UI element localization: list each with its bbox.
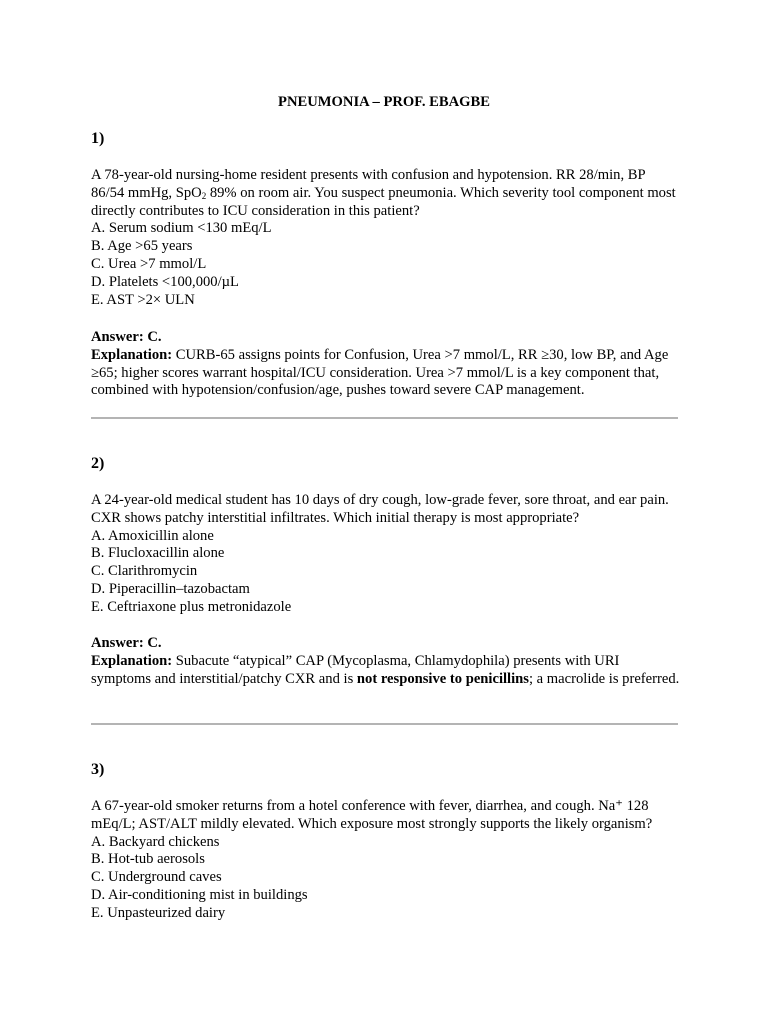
question-2-explanation-text-cont: ; a macrolide is preferred. [528,670,680,687]
question-1-number: 1) [91,130,105,147]
question-2-explanation [91,653,681,689]
question-2-answer-block [91,635,681,688]
question-1-explanation [91,347,681,400]
question-3-option-b: B. Hot-tub aerosols [91,851,205,868]
question-2-number: 2) [91,455,105,472]
question-1-option-d: D. Platelets <100,000/µL [91,273,239,290]
question-1-option-a: A. Serum sodium <130 mEq/L [91,220,272,237]
question-1-stem-text-cont: 89% on room air. You suspect pneumonia. Which severity tool component most directly contributes to ICU consideration in this patient? [91,184,676,219]
document-title: PNEUMONIA – PROF. EBAGBE [278,94,490,110]
question-1 [91,167,681,309]
question-2-explanation-label: Explanation: [91,652,173,669]
question-3-option-e: E. Unpasteurized dairy [91,904,226,921]
question-3 [91,798,681,923]
question-2-option-b: B. Flucloxacillin alone [91,545,225,562]
divider [91,723,678,725]
question-2-explanation-emphasis: not responsive to penicillins [356,670,529,687]
question-1-option-b: B. Age >65 years [91,238,193,255]
question-3-stem: A 67-year-old smoker returns from a hotel conference with fever, diarrhea, and cough. Na⁺ 128 mEq/L; AST/ALT mildly elevated. Which exposure most strongly supports the likely organism? [91,798,653,832]
question-1-explanation-label: Explanation: [91,346,173,363]
question-3-number: 3) [91,761,105,778]
question-1-stem [91,167,681,220]
divider [91,417,678,419]
question-1-option-e: E. AST >2× ULN [91,291,195,308]
question-1-stem-text: A 78-year-old nursing-home resident presents with confusion and hypotension. RR 28/min, BP 86/54 mmHg, SpO [91,167,646,201]
question-1-stem-subscript: 2 [201,190,207,201]
question-2-stem: A 24-year-old medical student has 10 days of dry cough, low-grade fever, sore throat, and ear pain. CXR shows patchy interstitial infiltrates. Which initial therapy is most appropriate? [91,492,669,526]
question-3-option-c: C. Underground caves [91,869,222,886]
question-2-option-c: C. Clarithromycin [91,563,198,580]
question-1-answer-block [91,329,681,400]
question-2-option-d: D. Piperacillin–tazobactam [91,580,250,597]
question-1-option-c: C. Urea >7 mmol/L [91,255,207,272]
question-1-explanation-text: CURB-65 assigns points for Confusion, Urea >7 mmol/L, RR ≥30, low BP, and Age ≥65; higher scores warrant hospital/ICU consideration. Urea >7 mmol/L is a key component that, combined with hypotension/confusion/age, pushes toward severe CAP management. [91,346,669,399]
question-2-answer: Answer: C. [91,635,162,651]
question-2-option-a: A. Amoxicillin alone [91,527,214,544]
question-3-option-d: D. Air-conditioning mist in buildings [91,886,308,903]
question-2-option-e: E. Ceftriaxone plus metronidazole [91,598,292,615]
question-3-option-a: A. Backyard chickens [91,833,220,850]
question-2-explanation-text: Subacute “atypical” CAP (Mycoplasma, Chlamydophila) presents with URI symptoms and interstitial/patchy CXR and is [91,652,620,687]
question-1-answer: Answer: C. [91,329,162,345]
question-2 [91,492,681,617]
